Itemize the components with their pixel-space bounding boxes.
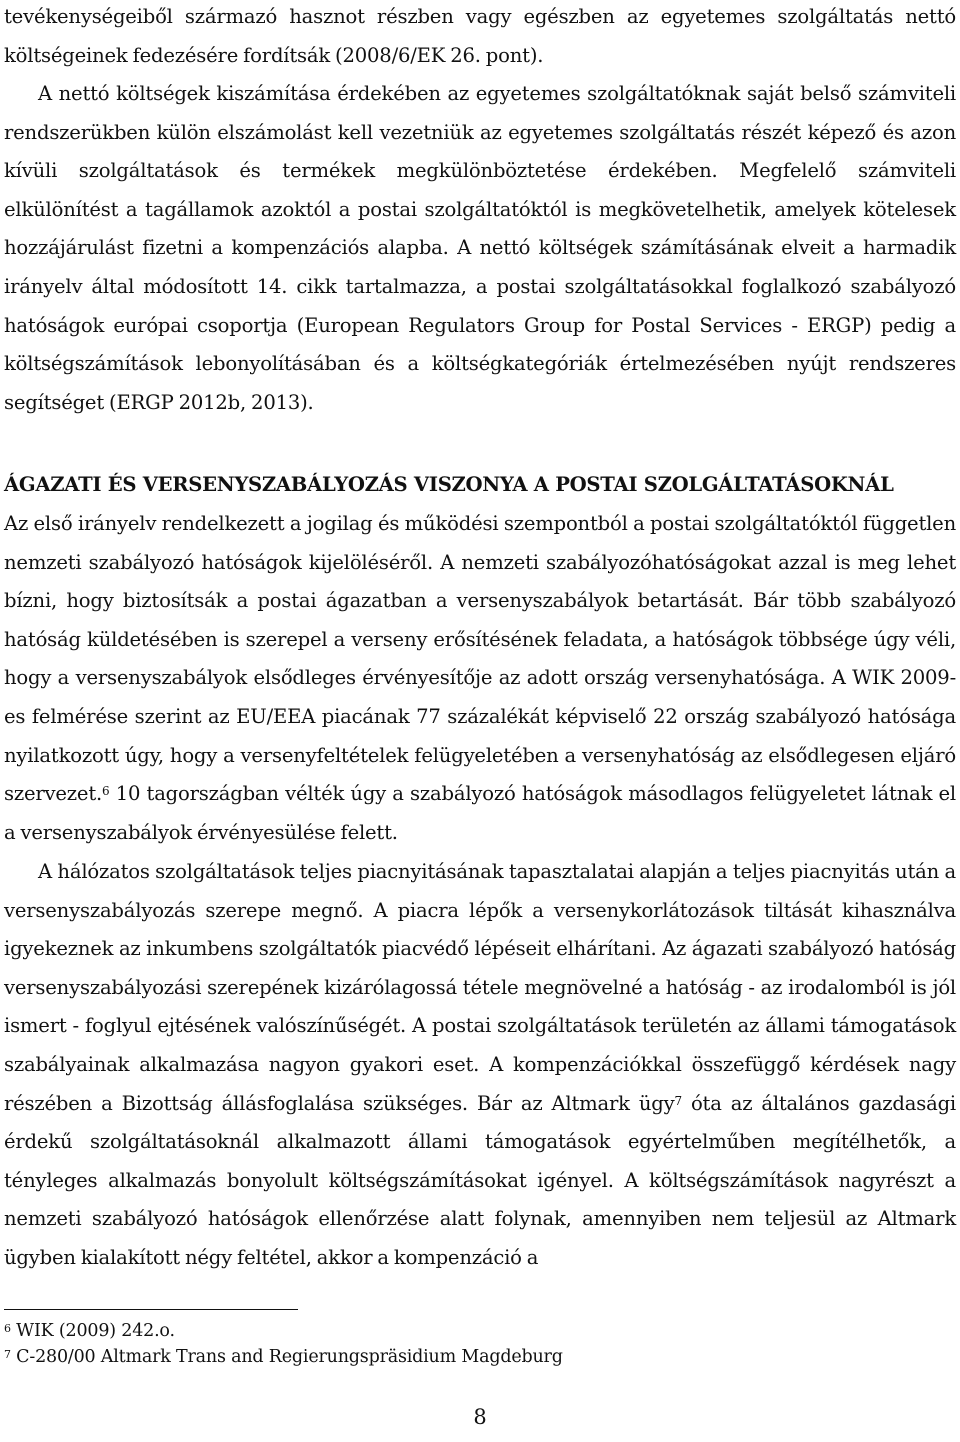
section-heading: ÁGAZATI ÉS VERSENYSZABÁLYOZÁS VISZONYA A POSTAI SZOLGÁLTATÁSOKNÁL xyxy=(4,473,894,496)
paragraph-net-costs: A nettó költségek kiszámítása érdekében az egyetemes szolgáltatóknak saját belső számviteli rendszerükben külön elszámolást kell vezetniük az egyetemes szolgáltatás részét képező és azon kívüli szolgáltatások és termékek megkülönböztetése érdekében. Megfelelő számviteli elkülönítést a tagállamok azoktól a postai szolgáltatóktól is megkövetelhetik, amelyek kötelesek hozzájárulást fizetni a kompenzációs alapba. A nettó költségek számításának elveit a harmadik irányelv által módosított 14. cikk tartalmazza, a postai szolgáltatásokkal foglalkozó szabályozó hatóságok európai csoportja (European Regulators Group for Postal Services - ERGP) pedig a költségszámítások lebonyolításában és a költségkategóriák értelmezésében nyújt rendszeres segítséget (ERGP 2012b, 2013). xyxy=(4,82,956,414)
paragraph-text: A hálózatos szolgáltatások teljes piacnyitásának tapasztalatai alapján a teljes piacnyitás után a versenyszabályozás szerepe megnő. A piacra lépők a versenykorlátozások tiltását kihasználva igyekeznek az inkumbens szolgáltatók piacvédő lépéseit elhárítani. Az ágazati szabályozó hatóság versenyszabályozási szerepének kizárólagossá tétele megnövelné a hatóság - az irodalomból is jól ismert - foglyul ejtésének valószínűségét. A postai szolgáltatások területén az állami támogatások szabályainak alkalmazása nagyon gyakori eset. A kompenzációkkal összefüggő kérdések nagy részében a Bizottság állásfoglalása szükséges. Bár az Altmark ügy xyxy=(4,860,956,1115)
paragraph-continuation: tevékenységeiből származó hasznot részben vagy egészben az egyetemes szolgáltatás nettó költségeinek fedezésére fordítsák (2008/6/EK 26. pont). xyxy=(4,5,956,67)
footnote-text: WIK (2009) 242.o. xyxy=(10,1321,175,1341)
paragraph-text: Az első irányelv rendelkezett a jogilag és működési szempontból a postai szolgáltatóktól független nemzeti szabályozó hatóságok kijelöléséről. A nemzeti szabályozóhatóságokat azzal is meg lehet bízni, hogy biztosítsák a postai ágazatban a versenyszabályok betartását. Bár több szabályozó hatóság küldetésében is szerepel a verseny erősítésének feladata, a hatóságok többsége úgy véli, hogy a versenyszabályok elsődleges érvényesítője az adott ország versenyhatósága. A WIK 2009-es felmérése szerint az EU/EEA piacának 77 százalékát képviselő 22 ország szabályozó hatósága nyilatkozott úgy, hogy a versenyfeltételek felügyeletében a versenyhatóság az elsődlegesen eljáró szervezet. xyxy=(4,512,956,806)
paragraph-market-opening xyxy=(4,853,956,1278)
footnote-divider xyxy=(4,1309,298,1310)
footnote-number: 7 xyxy=(4,1348,11,1361)
footnote-number: 6 xyxy=(4,1322,11,1335)
paragraph-text: óta az általános gazdasági érdekű szolgáltatásoknál alkalmazott állami támogatások egyértelműben megítélhetők, a tényleges alkalmazás bonyolult költségszámításokat igényel. A költségszámítások nagyrészt a nemzeti szabályozó hatóságok ellenőrzése alatt folynak, amennyiben nem teljesül az Altmark ügyben kialakított négy feltétel, akkor a kompenzáció a xyxy=(4,1091,956,1269)
paragraph-regulators xyxy=(4,505,956,852)
footnote-reference-7[interactable]: 7 xyxy=(674,1093,682,1108)
footnote-7 xyxy=(4,1346,563,1368)
paragraph-text: 10 tagországban vélték úgy a szabályozó hatóságok másodlagos felügyeletet látnak el a versenyszabályok érvényesülése felett. xyxy=(4,782,956,844)
footnote-reference-6[interactable]: 6 xyxy=(102,784,110,799)
footnote-text: C-280/00 Altmark Trans and Regierungspräsidium Magdeburg xyxy=(10,1347,563,1367)
page-number: 8 xyxy=(473,1405,487,1429)
footnote-6 xyxy=(4,1320,175,1342)
